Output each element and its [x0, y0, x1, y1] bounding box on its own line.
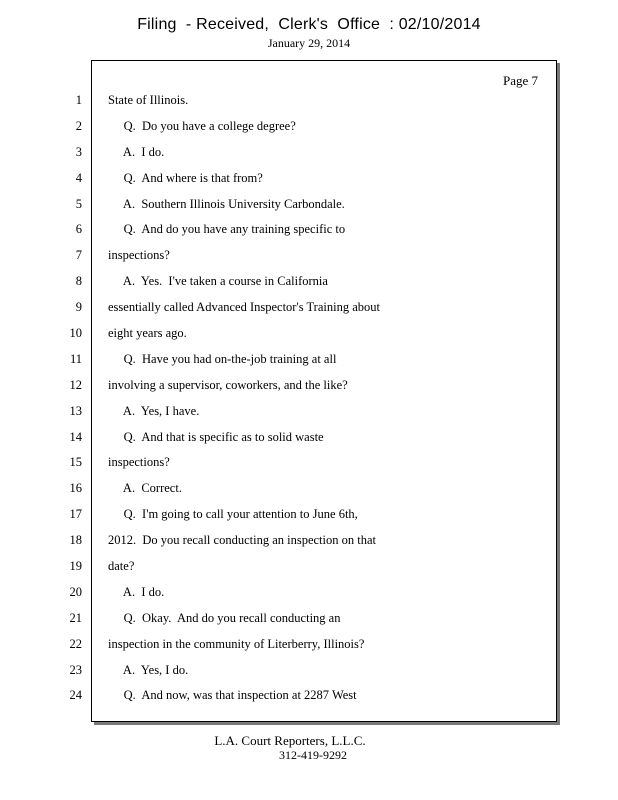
- transcript-line: Q. Okay. And do you recall conducting an: [108, 610, 341, 625]
- transcript-line: inspections?: [108, 455, 170, 470]
- line-number: 22: [69, 636, 82, 651]
- transcript-line: Q. And where is that from?: [108, 170, 263, 185]
- line-number: 20: [69, 584, 82, 599]
- line-number: 17: [69, 507, 82, 522]
- transcript-body: [108, 88, 548, 709]
- transcript-line: A. I do.: [108, 144, 165, 159]
- line-number: 6: [75, 222, 82, 237]
- transcript-line: Q. And now, was that inspection at 2287 West: [108, 688, 357, 703]
- line-number: 1: [75, 93, 82, 107]
- line-number: 10: [69, 326, 82, 341]
- line-number: 3: [75, 144, 82, 159]
- line-number: 5: [75, 196, 82, 211]
- line-number: 13: [69, 403, 82, 418]
- line-number: 7: [75, 248, 82, 263]
- line-number: 11: [69, 351, 82, 366]
- transcript-line: inspections?: [108, 248, 170, 263]
- transcript-line: Q. I'm going to call your attention to June 6th,: [108, 507, 358, 522]
- line-number: 18: [69, 533, 82, 548]
- transcript-line: A. I do.: [108, 584, 165, 599]
- transcript-line: State of Illinois.: [108, 93, 189, 107]
- line-number: 15: [69, 455, 82, 470]
- transcript-line: Q. Do you have a college degree?: [108, 118, 296, 133]
- transcript-line: involving a supervisor, coworkers, and the like?: [108, 377, 348, 392]
- transcript-line: date?: [108, 559, 135, 574]
- court-reporter-name: L.A. Court Reporters, L.L.C.: [214, 733, 366, 748]
- transcript-line: Q. Have you had on-the-job training at all: [108, 351, 337, 366]
- transcript-line: Q. And do you have any training specific to: [108, 222, 346, 237]
- line-number: 23: [69, 662, 82, 677]
- line-number: 16: [69, 481, 82, 496]
- page-number: Page 7: [502, 73, 538, 88]
- line-number: 4: [75, 170, 82, 185]
- transcript-line: A. Yes. I've taken a course in California: [108, 274, 328, 289]
- court-reporter-phone: 312-419-9292: [279, 748, 347, 762]
- line-number: 14: [69, 429, 82, 444]
- transcript-line: A. Southern Illinois University Carbondale.: [108, 196, 345, 211]
- transcript-line: 2012. Do you recall conducting an inspection on that: [108, 533, 376, 548]
- transcript-date: January 29, 2014: [267, 36, 351, 50]
- transcript-line: Q. And that is specific as to solid waste: [108, 429, 324, 444]
- line-number: 2: [75, 118, 82, 133]
- line-number: 21: [69, 610, 82, 625]
- line-number: 12: [69, 377, 82, 392]
- line-number: 9: [75, 300, 82, 315]
- line-number: 24: [69, 688, 82, 703]
- line-number: 19: [69, 559, 82, 574]
- line-number-column: [40, 88, 82, 709]
- transcript-line: essentially called Advanced Inspector's Training about: [108, 300, 380, 315]
- transcript-line: A. Correct.: [108, 481, 182, 496]
- line-number: 8: [75, 274, 82, 289]
- transcript-line: inspection in the community of Literberry, Illinois?: [108, 636, 365, 651]
- transcript-line: eight years ago.: [108, 326, 187, 341]
- filing-stamp: Filing - Received, Clerk's Office : 02/10/2014: [137, 16, 481, 33]
- transcript-line: A. Yes, I do.: [108, 662, 189, 677]
- transcript-line: A. Yes, I have.: [108, 403, 200, 418]
